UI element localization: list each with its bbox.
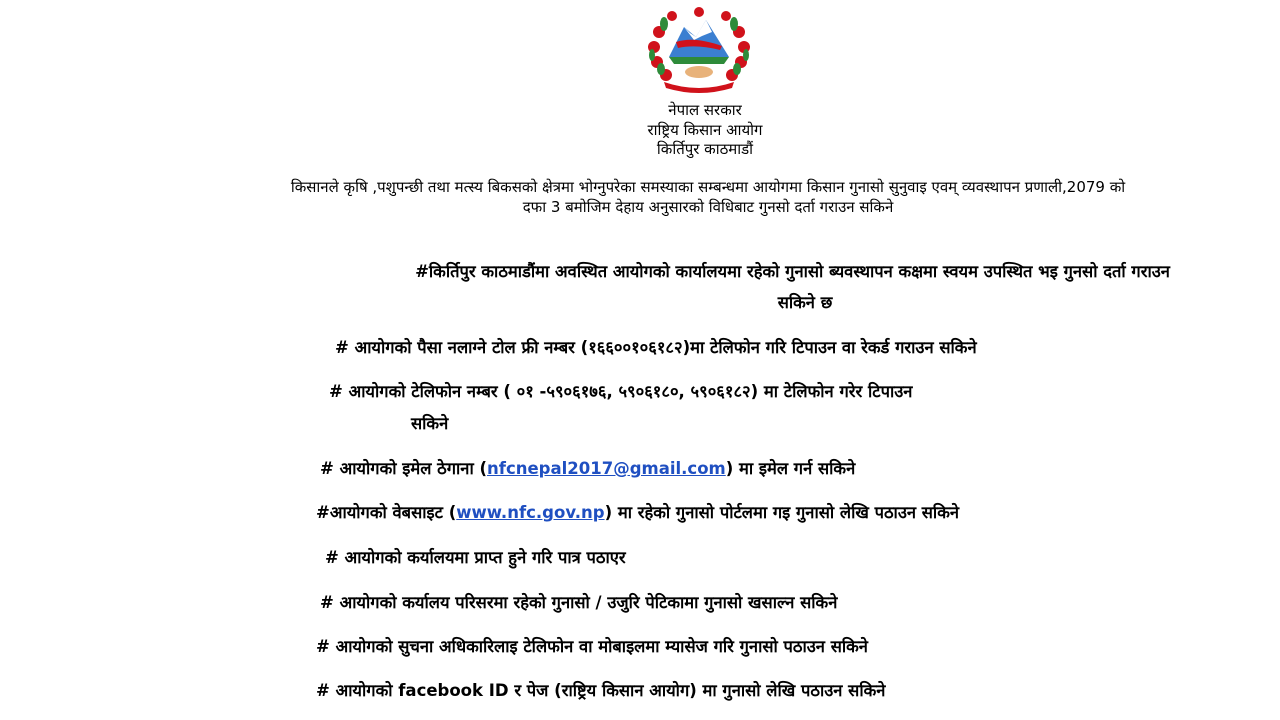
organization-address: किर्तिपुर काठमाडौं <box>656 140 754 158</box>
item-1-line-2: सकिने छ <box>777 293 833 312</box>
item-2: # आयोगको पैसा नलाग्ने टोल फ्री नम्बर (१६६००१०६१८२)मा टेलिफोन गरि टिपाउन वा रेकर्ड गराउन सकिने <box>335 338 977 357</box>
item-9: # आयोगको facebook ID र पेज (राष्ट्रिय किसान आयोग) मा गुनासो लेखि पठाउन सकिने <box>316 681 886 700</box>
item-8: # आयोगको सुचना अधिकारिलाइ टेलिफोन वा मोबाइलमा म्यासेज गरि गुनासो पठाउन सकिने <box>316 637 868 656</box>
intro-line-2: दफा 3 बमोजिम देहाय अनुसारको विधिबाट गुनसो दर्ता गराउन सकिने <box>522 198 894 216</box>
item-5 <box>316 500 959 523</box>
item-3-line-2: सकिने <box>411 414 449 433</box>
email-link[interactable]: nfcnepal2017@gmail.com <box>487 459 726 478</box>
item-1-line-1: #किर्तिपुर काठमाडौंमा अवस्थित आयोगको कार्यालयमा रहेको गुनासो ब्यवस्थापन कक्षमा स्वयम उपस्थित भइ गुनसो दर्ता गराउन <box>415 262 1170 281</box>
item-5-prefix: #आयोगको वेबसाइट ( <box>316 503 457 522</box>
government-title: नेपाल सरकार <box>668 101 742 119</box>
nepal-emblem-icon <box>644 2 754 94</box>
item-3-line-1: # आयोगको टेलिफोन नम्बर ( ०१ -५९०६१७६, ५९०६१८०, ५९०६१८२) मा टेलिफोन गरेर टिपाउन <box>329 382 913 401</box>
item-7: # आयोगको कर्यालय परिसरमा रहेको गुनासो / उजुरि पेटिकामा गुनासो खसाल्न सकिने <box>320 593 838 612</box>
item-4 <box>320 456 855 479</box>
item-6: # आयोगको कर्यालयमा प्राप्त हुने गरि पात्र पठाएर <box>325 548 626 567</box>
organization-name: राष्ट्रिय किसान आयोग <box>647 121 763 139</box>
item-4-suffix: ) मा इमेल गर्न सकिने <box>725 459 856 478</box>
item-4-prefix: # आयोगको इमेल ठेगाना ( <box>320 459 488 478</box>
intro-line-1: किसानले कृषि ,पशुपन्छी तथा मत्स्य बिकसको क्षेत्रमा भोग्नुपरेका समस्याका सम्बन्धमा आयोगमा किसान गुनासो सुनुवाइ एवम् व्यवस्थापन प्रणाली,2079 को <box>290 178 1126 196</box>
item-5-suffix: ) मा रहेको गुनासो पोर्टलमा गइ गुनासो लेखि पठाउन सकिने <box>604 503 960 522</box>
website-link[interactable]: www.nfc.gov.np <box>456 503 605 522</box>
